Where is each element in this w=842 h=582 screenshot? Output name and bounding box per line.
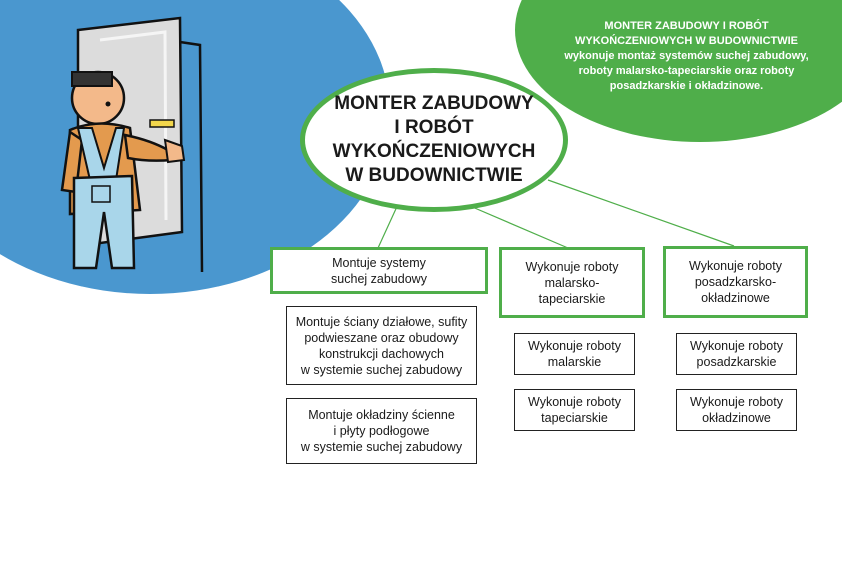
task-cladding: Wykonuje roboty okładzinowe bbox=[676, 389, 797, 431]
branch-dry-construction: Montuje systemy suchej zabudowy bbox=[270, 247, 488, 294]
connector-line-3 bbox=[548, 180, 734, 246]
task-partition-walls: Montuje ściany działowe, sufity podwieszane oraz obudowy konstrukcji dachowych w systemie suchej zabudowy bbox=[286, 306, 477, 385]
task-painting: Wykonuje roboty malarskie bbox=[514, 333, 635, 375]
branch-painting-wallpapering: Wykonuje roboty malarsko- tapeciarskie bbox=[499, 247, 645, 318]
intro-callout-text: MONTER ZABUDOWY I ROBÓT WYKOŃCZENIOWYCH W BUDOWNICTWIE wykonuje montaż systemów suchej zabudowy, roboty malarsko-tapeciarskie oraz roboty posadzkarskie i okładzinowe. bbox=[564, 20, 809, 92]
diagram-title: MONTER ZABUDOWY I ROBÓT WYKOŃCZENIOWYCH W BUDOWNICTWIE bbox=[300, 68, 568, 212]
task-wallpapering: Wykonuje roboty tapeciarskie bbox=[514, 389, 635, 431]
task-wall-cladding: Montuje okładziny ścienne i płyty podłogowe w systemie suchej zabudowy bbox=[286, 398, 477, 464]
task-flooring: Wykonuje roboty posadzkarskie bbox=[676, 333, 797, 375]
branch-flooring-cladding: Wykonuje roboty posadzkarsko- okładzinowe bbox=[663, 246, 808, 318]
connector-line-2 bbox=[470, 206, 568, 248]
